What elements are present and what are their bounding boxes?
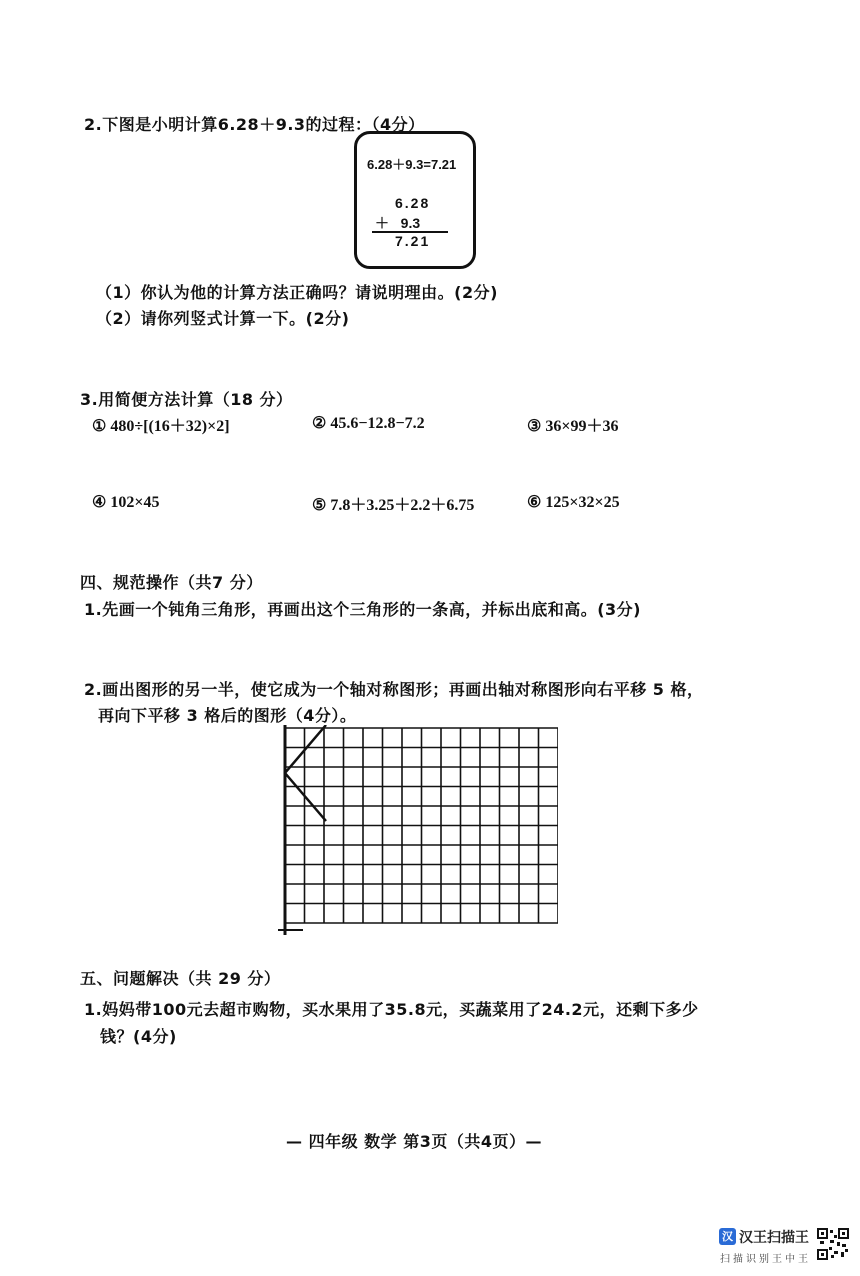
section4-q2-line2: 再向下平移 3 格后的图形（4分）。 (98, 706, 357, 725)
q2-sub2: （2）请你列竖式计算一下。(2分) (96, 309, 350, 328)
calc-result: 7.21 (395, 233, 431, 249)
q2-title: 2.下图是小明计算6.28＋9.3的过程：（4分） (84, 115, 425, 134)
section5-q1-line2: 钱？(4分) (100, 1027, 177, 1046)
grid-lines (285, 728, 558, 923)
calc-top-number: 6.28 (395, 195, 431, 211)
section5-q1-line1: 1.妈妈带100元去超市购物，买水果用了35.8元，买蔬菜用了24.2元，还剩下多少 (84, 1000, 699, 1019)
grid-svg (278, 725, 558, 935)
scanner-watermark (719, 1228, 851, 1268)
calc-equation: 6.28＋9.3=7.21 (367, 157, 457, 172)
section4-q1: 1.先画一个钝角三角形，再画出这个三角形的一条高，并标出底和高。(3分) (84, 600, 641, 619)
symmetry-grid (278, 725, 558, 935)
calc-box (354, 131, 476, 269)
q3-item-1: ① 480÷[(16＋32)×2] (92, 418, 230, 435)
q3-item-5: ⑤ 7.8＋3.25＋2.2＋6.75 (312, 497, 475, 514)
q3-item-6: ⑥ 125×32×25 (527, 494, 620, 511)
q3-item-2: ② 45.6−12.8−7.2 (312, 415, 425, 432)
q2-sub1: （1）你认为他的计算方法正确吗？请说明理由。(2分) (96, 283, 498, 302)
q3-item-3: ③ 36×99＋36 (527, 418, 619, 435)
section5-title: 五、问题解决（共 29 分） (80, 969, 281, 988)
qr-code-icon (817, 1228, 849, 1260)
section4-q2-line1: 2.画出图形的另一半，使它成为一个轴对称图形；再画出轴对称图形向右平移 5 格， (84, 680, 704, 699)
page-footer: — 四年级 数学 第3页（共4页）— (286, 1132, 542, 1151)
section4-title: 四、规范操作（共7 分） (80, 573, 263, 592)
scanner-tagline: 扫描识别王中王 (720, 1254, 811, 1265)
calc-second-number: ＋ 9.3 (375, 215, 421, 231)
scanner-brand-name: 汉王扫描王 (739, 1230, 809, 1246)
scanner-logo-icon: 汉 (719, 1228, 736, 1245)
q3-item-4: ④ 102×45 (92, 494, 160, 511)
q3-title: 3.用简便方法计算（18 分） (80, 390, 293, 409)
